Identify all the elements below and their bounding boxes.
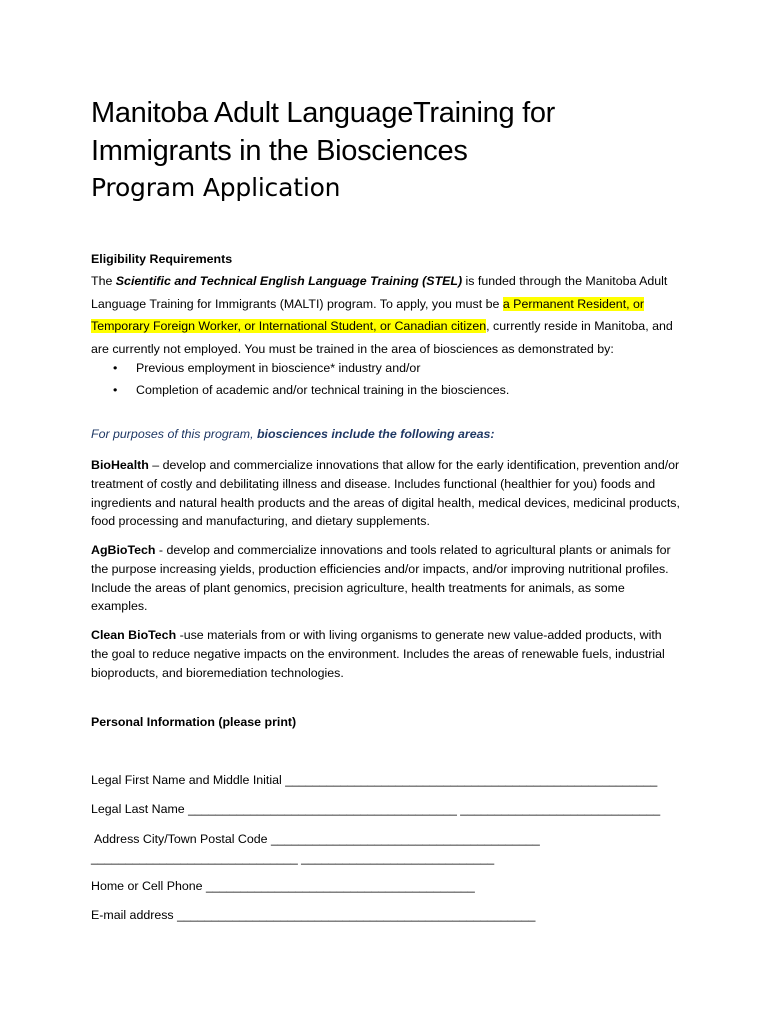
personal-info-heading: Personal Information (please print) bbox=[91, 715, 297, 729]
area-clean-biotech bbox=[91, 626, 681, 682]
phone-field[interactable]: Home or Cell Phone _______________________________________ bbox=[91, 879, 475, 893]
address-field-line-2[interactable]: ______________________________ ____________________________ bbox=[91, 851, 495, 865]
eligibility-paragraph bbox=[91, 270, 681, 360]
eligibility-highlight: a Permanent Resident, or Temporary Foreign Worker, or International Student, or Canadian citizen bbox=[91, 296, 645, 333]
first-name-field[interactable]: Legal First Name and Middle Initial ______________________________________________________ bbox=[91, 773, 658, 787]
area-agbiotech bbox=[91, 541, 681, 616]
purpose-bold: biosciences include the following areas: bbox=[256, 427, 495, 441]
bullet-item: • Previous employment in bioscience* industry and/or bbox=[91, 357, 671, 379]
area-description: – develop and commercialize innovations that allow for the early identification, prevention and/or treatment of costly and debilitating illness and disease. Includes functional (healthier for you) foods and ingredients and natural health products and the areas of digital health, medical devices, medicinal products, food processing and manufacturing, and dietary supplements. bbox=[91, 458, 680, 529]
eligibility-text-end: , currently reside in Manitoba, and are currently not employed. You must be trained in the area of biosciences as demonstrated by: bbox=[91, 319, 673, 356]
area-biohealth bbox=[91, 456, 681, 531]
eligibility-bullet-list bbox=[91, 357, 671, 401]
area-name: BioHealth bbox=[91, 458, 149, 472]
program-name: Scientific and Technical English Language Training (STEL) bbox=[115, 274, 463, 288]
eligibility-text-start: The bbox=[91, 274, 116, 288]
title-line-2: Immigrants in the Biosciences bbox=[91, 135, 468, 167]
area-description: - develop and commercialize innovations and tools related to agricultural plants or animals for the purpose increasing yields, production efficiencies and/or impacts, and/or improving nutritional profiles. Include the areas of plant genomics, precision agriculture, health treatments for animals, as some examples. bbox=[91, 543, 671, 614]
bullet-item: • Completion of academic and/or technical training in the biosciences. bbox=[91, 379, 671, 401]
purpose-italic: For purposes of this program, bbox=[91, 427, 257, 441]
address-field[interactable]: Address City/Town Postal Code _______________________________________ bbox=[94, 832, 540, 846]
area-name: Clean BioTech bbox=[91, 628, 177, 642]
subtitle: Program Application bbox=[91, 173, 341, 202]
eligibility-text-mid: is funded through the Manitoba Adult Language Training for Immigrants (MALTI) program. To apply, you must be bbox=[91, 274, 668, 311]
area-name: AgBioTech bbox=[91, 543, 156, 557]
area-description: -use materials from or with living organisms to generate new value-added products, with the goal to reduce negative impacts on the environment. Includes the areas of renewable fuels, industrial bioproducts, and bioremediation technologies. bbox=[91, 628, 665, 680]
title-line-1: Manitoba Adult LanguageTraining for bbox=[91, 97, 556, 129]
last-name-field[interactable]: Legal Last Name _______________________________________ _____________________________ bbox=[91, 802, 661, 816]
eligibility-heading: Eligibility Requirements bbox=[91, 252, 233, 266]
purpose-line bbox=[91, 427, 681, 441]
email-field[interactable]: E-mail address ____________________________________________________ bbox=[91, 908, 536, 922]
